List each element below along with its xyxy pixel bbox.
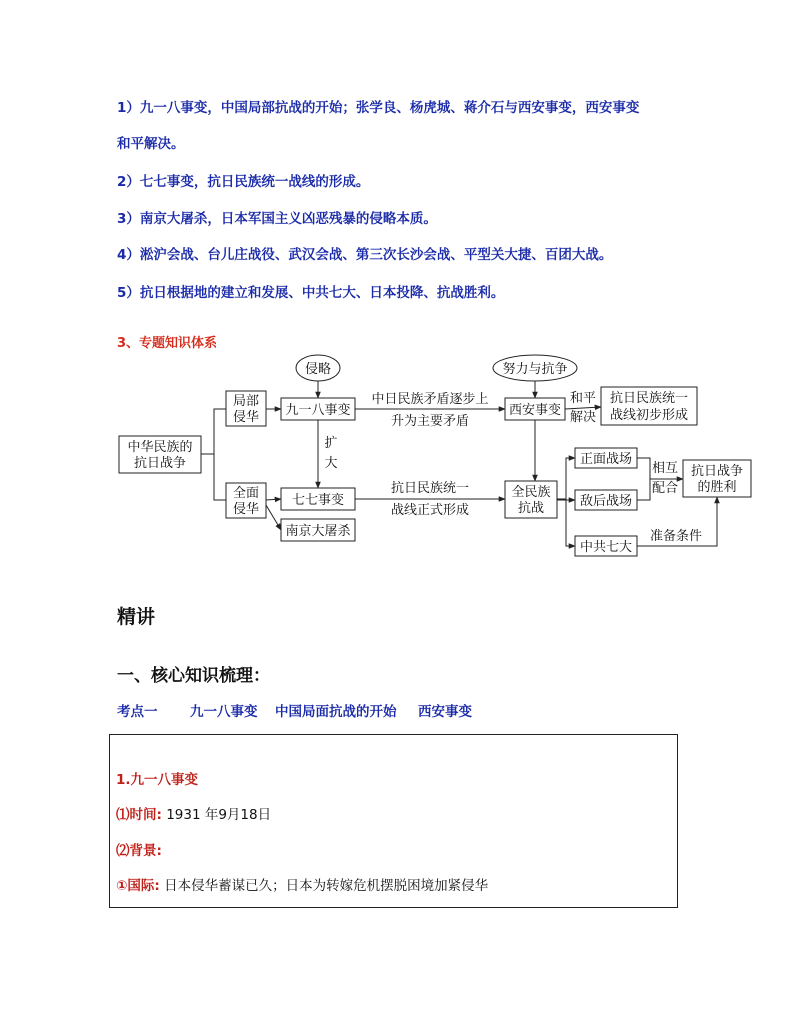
label-root-1: 中华民族的 <box>127 440 193 455</box>
kaodian-topic-2: 中国局面抗战的开始 <box>275 704 397 720</box>
summary-line-2: 2）七七事变，抗日民族统一战线的形成。 <box>117 174 370 190</box>
label-root-2: 抗日战争 <box>133 456 187 471</box>
label-conflict-2: 升为主要矛盾 <box>390 414 470 429</box>
time-label: ⑴时间: <box>116 807 162 823</box>
summary-line-1a: 1）九一八事变，中国局部抗战的开始；张学良、杨虎城、蒋介石与西安事变，西安事变 <box>117 100 640 116</box>
box-international-row <box>116 874 488 894</box>
label-rear: 敌后战场 <box>579 494 633 509</box>
summary-line-1b: 和平解决。 <box>117 136 185 152</box>
label-xian: 西安事变 <box>508 403 562 418</box>
international-label: ①国际: <box>116 878 160 894</box>
label-national-1: 全民族 <box>511 485 551 500</box>
label-victory-2: 的胜利 <box>697 480 737 495</box>
international-value: 日本侵华蓄谋已久；日本为转嫁危机摆脱困境加紧侵华 <box>159 878 489 894</box>
time-value: 1931 年9月18日 <box>161 807 272 823</box>
summary-line-3: 3）南京大屠杀，日本军国主义凶恶残暴的侵略本质。 <box>117 211 437 227</box>
section-3-title: 3、专题知识体系 <box>117 336 218 351</box>
label-peaceful-1: 和平 <box>569 391 597 406</box>
heading-jingjiang: 精讲 <box>117 606 156 628</box>
label-nanjing: 南京大屠杀 <box>285 524 351 539</box>
label-sept18: 九一八事变 <box>285 403 351 418</box>
summary-line-4: 4）淞沪会战、台儿庄战役、武汉会战、第三次长沙会战、平型关大捷、百团大战。 <box>117 247 613 263</box>
summary-line-5: 5）抗日根据地的建立和发展、中共七大、日本投降、抗战胜利。 <box>117 285 505 301</box>
label-full-1: 全面 <box>232 486 260 501</box>
label-cooperate-2: 配合 <box>651 481 679 496</box>
label-peaceful-2: 解决 <box>569 410 597 425</box>
kaodian-topic-3: 西安事变 <box>418 704 472 720</box>
label-partial-2: 侵华 <box>232 410 260 425</box>
label-national-2: 抗战 <box>517 501 545 516</box>
kaodian-topic-1: 九一八事变 <box>190 704 258 720</box>
label-conflict-1: 中日民族矛盾逐步上 <box>371 392 489 407</box>
label-july7: 七七事变 <box>291 493 345 508</box>
box-background-label: ⑵背景: <box>116 843 162 859</box>
kaodian-label: 考点一 <box>117 704 158 720</box>
box-title: 1.九一八事变 <box>116 772 199 788</box>
label-front-initial-2: 战线初步形成 <box>609 408 689 423</box>
label-partial-1: 局部 <box>232 394 260 409</box>
label-victory-1: 抗日战争 <box>690 464 744 479</box>
box-time-row <box>116 803 271 823</box>
label-expand-1: 扩 <box>324 436 338 451</box>
label-front-formal-2: 战线正式形成 <box>390 503 470 518</box>
label-front-formal-1: 抗日民族统一 <box>390 481 470 496</box>
label-struggle: 努力与抗争 <box>502 362 568 377</box>
label-invasion: 侵略 <box>304 362 332 377</box>
label-expand-2: 大 <box>324 456 338 471</box>
label-cpc7: 中共七大 <box>579 540 633 555</box>
label-cooperate-1: 相互 <box>651 461 679 476</box>
label-full-2: 侵华 <box>232 502 260 517</box>
label-front-initial-1: 抗日民族统一 <box>609 391 689 406</box>
label-prepare: 准备条件 <box>649 529 703 544</box>
label-frontal: 正面战场 <box>579 452 633 467</box>
heading-core-knowledge: 一、核心知识梳理： <box>117 666 270 686</box>
